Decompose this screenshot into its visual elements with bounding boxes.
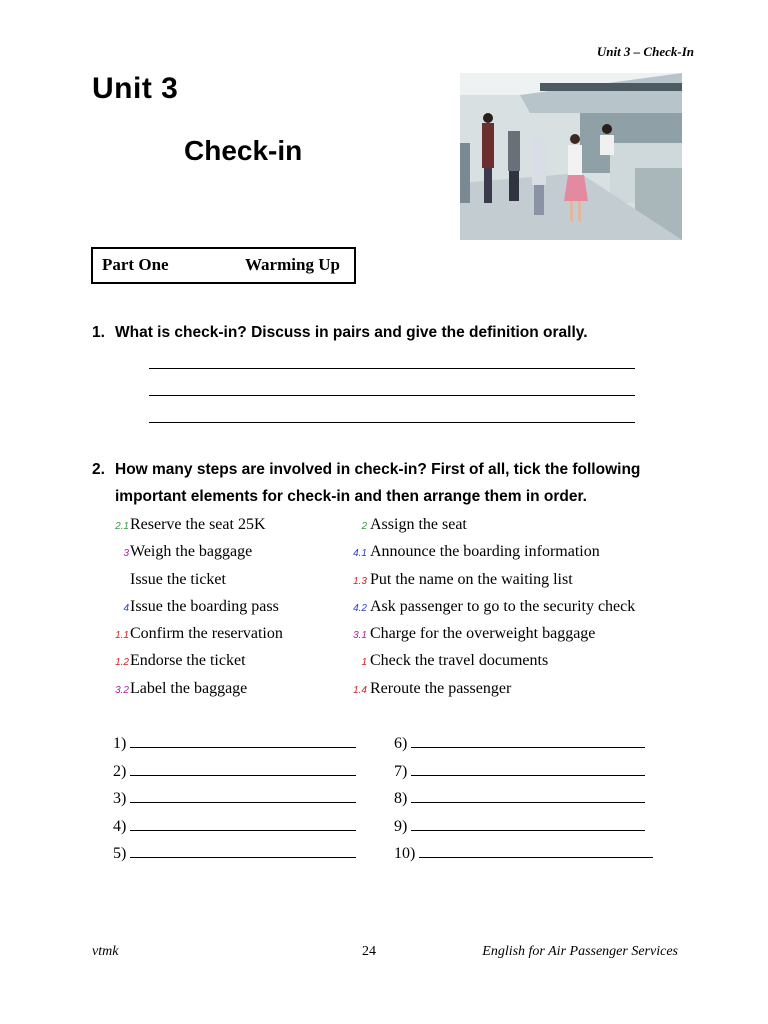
- answer-number: 3): [113, 790, 127, 807]
- order-mark: 4.1: [353, 548, 367, 560]
- footer-left: vtmk: [92, 944, 119, 959]
- answer-blank[interactable]: [411, 816, 645, 831]
- answer-line[interactable]: [149, 368, 635, 369]
- elements-left-column: [104, 514, 344, 705]
- list-item[interactable]: [340, 596, 660, 623]
- list-item[interactable]: [104, 678, 344, 705]
- answer-number: 1): [113, 735, 127, 752]
- answer-row[interactable]: [394, 761, 664, 789]
- answer-line[interactable]: [149, 422, 635, 423]
- list-item[interactable]: [104, 514, 344, 541]
- part-name: Warming Up: [245, 255, 340, 274]
- element-text: Reserve the seat 25K: [130, 516, 266, 533]
- list-item[interactable]: [104, 569, 344, 596]
- order-mark: 2.1: [115, 521, 129, 532]
- answer-blank[interactable]: [411, 733, 645, 748]
- question-1: [92, 319, 712, 346]
- answer-blank[interactable]: [411, 788, 645, 803]
- order-mark: 1.3: [353, 575, 367, 587]
- answer-blank[interactable]: [130, 816, 356, 831]
- answer-blank[interactable]: [130, 788, 356, 803]
- answer-row[interactable]: [113, 761, 373, 789]
- part-label: Part One: [102, 255, 169, 274]
- topic-title: Check-in: [184, 135, 303, 166]
- answer-row[interactable]: [394, 816, 664, 844]
- answer-blank[interactable]: [130, 733, 356, 748]
- question-number: 1.: [92, 324, 105, 341]
- question-text: What is check-in? Discuss in pairs and give the definition orally.: [115, 324, 588, 341]
- element-text: Charge for the overweight baggage: [370, 625, 596, 643]
- footer-right: English for Air Passenger Services: [482, 944, 678, 959]
- order-mark: 3.2: [115, 684, 129, 696]
- answer-number: 9): [394, 817, 408, 835]
- list-item[interactable]: [104, 623, 344, 650]
- unit-title: Unit 3: [92, 72, 179, 105]
- answer-number: 5): [113, 845, 127, 862]
- answer-row[interactable]: [394, 843, 664, 871]
- answers-right-column: [394, 733, 664, 871]
- element-text: Announce the boarding information: [370, 543, 600, 561]
- answer-line[interactable]: [149, 395, 635, 396]
- order-mark: 4.2: [353, 602, 367, 614]
- answer-row[interactable]: [394, 788, 664, 816]
- answer-row[interactable]: [394, 733, 664, 761]
- order-mark: 3.1: [353, 630, 367, 642]
- list-item[interactable]: [340, 541, 660, 568]
- elements-right-column: [340, 514, 660, 705]
- answer-number: 8): [394, 790, 408, 807]
- question-text-line-1: How many steps are involved in check-in? First of all, tick the following: [115, 461, 641, 478]
- element-text: Check the travel documents: [370, 652, 549, 670]
- running-header: Unit 3 – Check-In: [596, 44, 694, 59]
- list-item[interactable]: [340, 623, 660, 650]
- list-item[interactable]: [104, 596, 344, 623]
- answer-blank[interactable]: [411, 761, 645, 776]
- order-mark: 3: [123, 548, 129, 560]
- list-item[interactable]: [340, 650, 660, 677]
- answer-blank[interactable]: [419, 843, 653, 858]
- answer-row[interactable]: [113, 816, 373, 844]
- element-text: Put the name on the waiting list: [370, 570, 573, 588]
- airport-check-in-counter-photo: [460, 73, 682, 240]
- list-item[interactable]: [340, 569, 660, 596]
- answers-left-column: [113, 733, 373, 871]
- order-mark: 1.2: [115, 657, 129, 669]
- element-text: Issue the boarding pass: [130, 597, 279, 615]
- list-item[interactable]: [104, 650, 344, 677]
- answer-blank[interactable]: [130, 843, 356, 858]
- answer-number: 4): [113, 817, 127, 835]
- answer-blank[interactable]: [130, 761, 356, 776]
- list-item[interactable]: [340, 678, 660, 705]
- answer-number: 7): [394, 762, 408, 780]
- part-heading-box: [91, 247, 356, 284]
- question-number: 2.: [92, 461, 105, 478]
- answer-row[interactable]: [113, 788, 373, 816]
- element-text: Confirm the reservation: [130, 625, 283, 643]
- order-mark: 1: [361, 657, 367, 669]
- element-text: Label the baggage: [130, 679, 248, 697]
- answer-row[interactable]: [113, 733, 373, 761]
- element-text: Weigh the baggage: [130, 543, 253, 561]
- list-item[interactable]: [104, 541, 344, 568]
- page-number: 24: [362, 944, 376, 959]
- element-text: Endorse the ticket: [130, 652, 246, 670]
- answer-row[interactable]: [113, 843, 373, 871]
- question-2: [92, 456, 712, 510]
- order-mark: 1.4: [353, 684, 367, 696]
- list-item[interactable]: [340, 514, 660, 541]
- answer-number: 6): [394, 735, 408, 752]
- element-text: Ask passenger to go to the security check: [370, 597, 636, 615]
- order-mark: 1.1: [115, 630, 129, 642]
- element-text: Reroute the passenger: [370, 679, 512, 697]
- answer-number: 2): [113, 762, 127, 780]
- question-text-line-2: important elements for check-in and then arrange them in order.: [115, 488, 587, 505]
- answer-number: 10): [394, 845, 416, 862]
- order-mark: 2: [361, 521, 367, 532]
- element-text: Assign the seat: [370, 516, 467, 533]
- order-mark: 4: [123, 602, 129, 614]
- element-text: Issue the ticket: [130, 570, 226, 588]
